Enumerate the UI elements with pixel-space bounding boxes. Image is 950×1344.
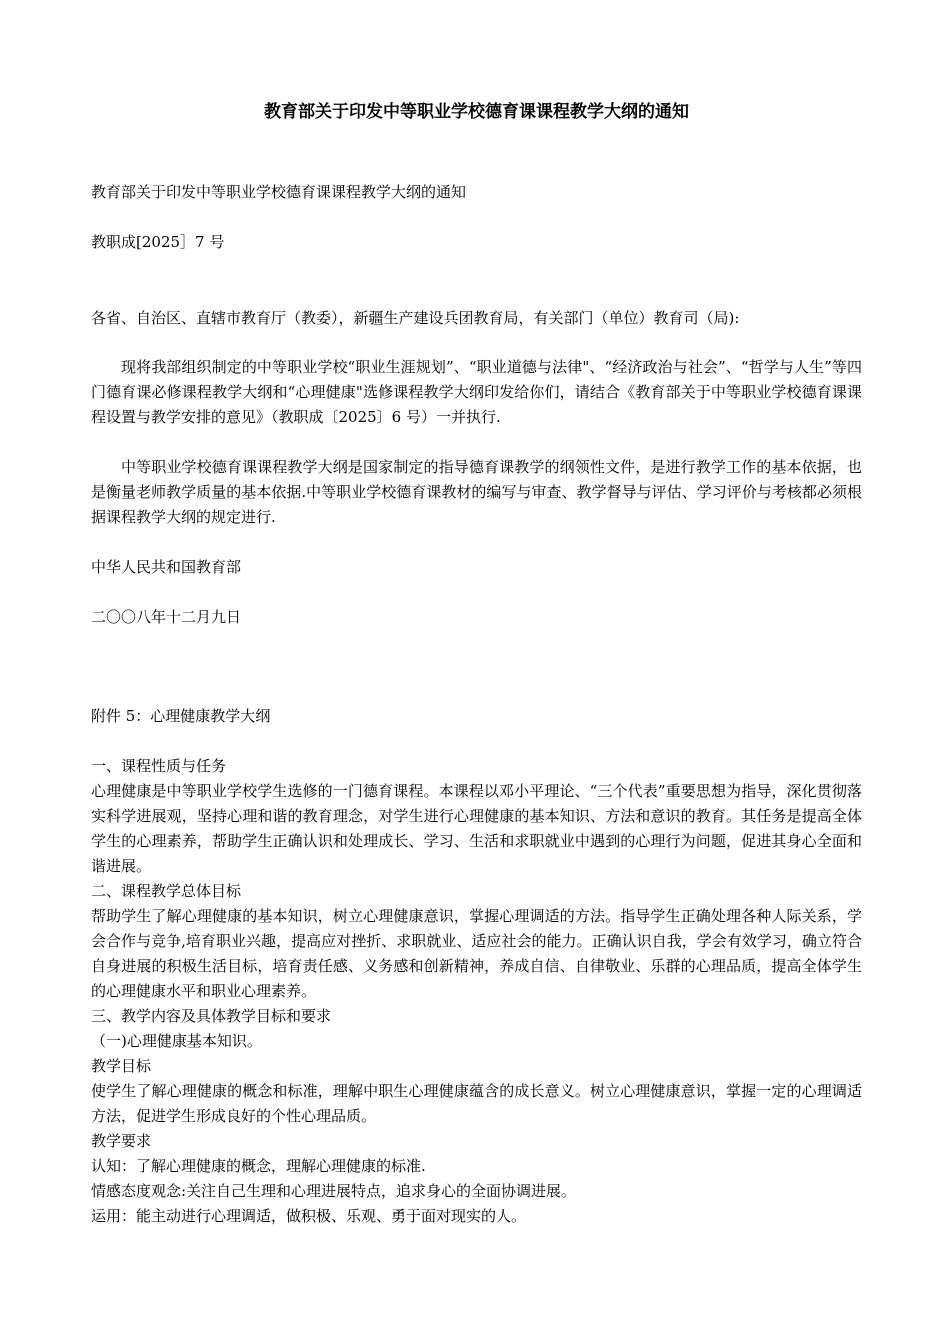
document-subtitle: 教育部关于印发中等职业学校德育课课程教学大纲的通知 bbox=[91, 183, 467, 201]
requirement-application: 运用：能主动进行心理调适，做积极、乐观、勇于面对现实的人。 bbox=[91, 1207, 527, 1225]
requirement-emotion: 情感态度观念:关注自己生理和心理进展特点，追求身心的全面协调进展。 bbox=[91, 1182, 577, 1200]
document-number: 教职成[2025］7 号 bbox=[91, 233, 225, 251]
requirement-cognition: 认知：了解心理健康的概念，理解心理健康的标准. bbox=[91, 1157, 426, 1175]
section-2-heading: 二、课程教学总体目标 bbox=[91, 882, 242, 900]
section-1-text: 心理健康是中等职业学校学生选修的一门德育课程。本课程以邓小平理论、“三个代表”重要思想为指导，深化贯彻落实科学进展观，坚持心理和谐的教育理念，对学生进行心理健康的基本知识、方法和意识的教育。其任务是提高全体学生的心理素养，帮助学生正确认识和处理成长、学习、生活和求职就业中遇到的心理行为问题，促进其身心全面和谐进展。 bbox=[91, 782, 862, 875]
teaching-goal-heading: 教学目标 bbox=[91, 1057, 152, 1075]
recipients-line: 各省、自治区、直辖市教育厅（教委），新疆生产建设兵团教育局，有关部门（单位）教育司（局): bbox=[91, 309, 740, 327]
teaching-goal-text: 使学生了解心理健康的概念和标准，理解中职生心理健康蕴含的成长意义。树立心理健康意识，掌握一定的心理调适方法，促进学生形成良好的个性心理品质。 bbox=[91, 1082, 862, 1125]
document-title: 教育部关于印发中等职业学校德育课课程教学大纲的通知 bbox=[264, 102, 689, 122]
section-1-heading: 一、课程性质与任务 bbox=[91, 757, 227, 775]
paragraph-1: 现将我部组织制定的中等职业学校“职业生涯规划”、“职业道德与法律"、“经济政治与社会”、“哲学与人生”等四门德育课必修课程教学大纲和“心理健康"选修课程教学大纲印发给你们，请结合《教育部关于中等职业学校德育课课程设置与教学安排的意见》（教职成〔2025〕6 号）一并执行. bbox=[91, 358, 862, 426]
teaching-requirement-heading: 教学要求 bbox=[91, 1132, 152, 1150]
issuer: 中华人民共和国教育部 bbox=[91, 558, 242, 576]
section-3-subheading: （一)心理健康基本知识。 bbox=[91, 1032, 262, 1050]
section-3-heading: 三、教学内容及具体教学目标和要求 bbox=[91, 1007, 332, 1025]
attachment-heading: 附件 5：心理健康教学大纲 bbox=[91, 707, 271, 725]
paragraph-2: 中等职业学校德育课课程教学大纲是国家制定的指导德育课教学的纲领性文件，是进行教学工作的基本依据，也是衡量老师教学质量的基本依据.中等职业学校德育课教材的编写与审查、教学督导与评估、学习评价与考核都必须根据课程教学大纲的规定进行. bbox=[91, 458, 862, 526]
section-2-text: 帮助学生了解心理健康的基本知识，树立心理健康意识，掌握心理调适的方法。指导学生正确处理各种人际关系，学会合作与竞争,培育职业兴趣，提高应对挫折、求职就业、适应社会的能力。正确认识自我，学会有效学习，确立符合自身进展的积极生活目标，培育责任感、义务感和创新精神，养成自信、自律敬业、乐群的心理品质，提高全体学生的心理健康水平和职业心理素养。 bbox=[91, 907, 862, 1000]
issue-date: 二〇〇八年十二月九日 bbox=[91, 608, 242, 626]
